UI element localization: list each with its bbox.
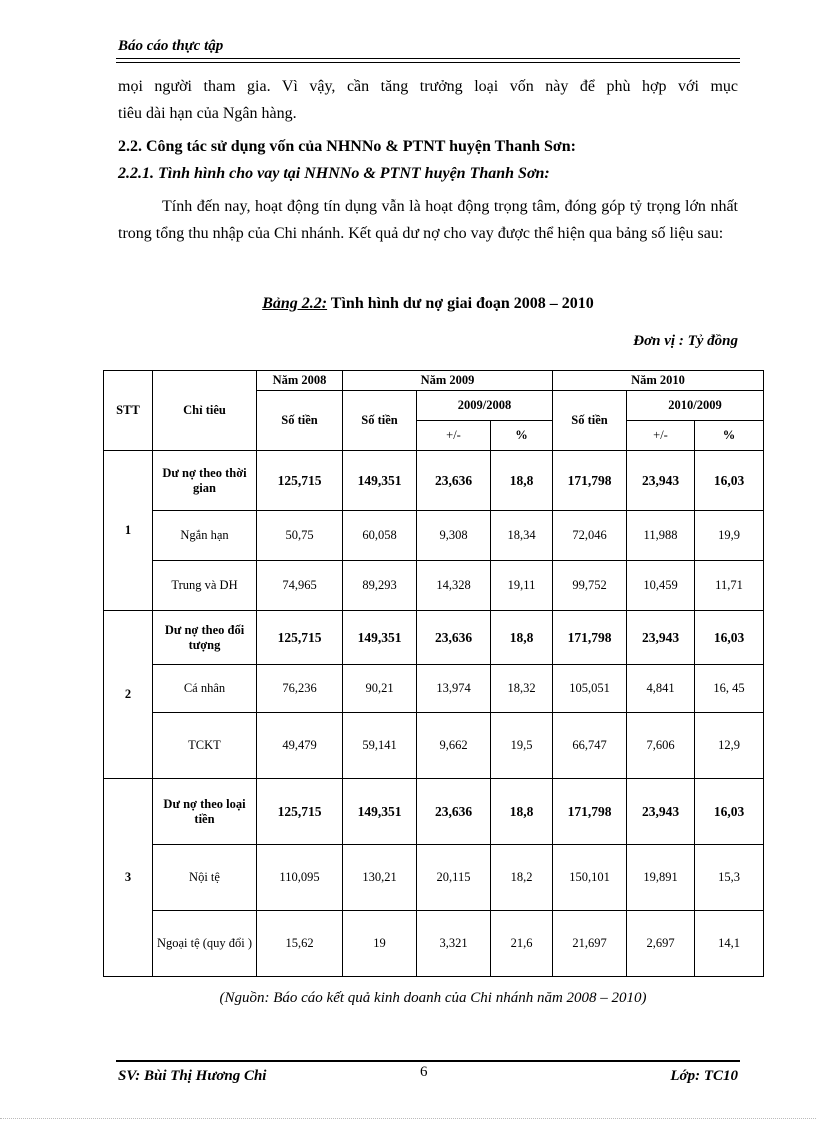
value-cell: 3,321	[417, 911, 491, 977]
value-cell: 4,841	[627, 665, 695, 713]
header-stt: STT	[104, 371, 153, 451]
value-cell: 50,75	[257, 511, 343, 561]
value-cell: 18,2	[491, 845, 553, 911]
value-cell: 99,752	[553, 561, 627, 611]
value-cell: 125,715	[257, 611, 343, 665]
value-cell: 2,697	[627, 911, 695, 977]
value-cell: 7,606	[627, 713, 695, 779]
value-cell: 21,6	[491, 911, 553, 977]
table-caption-text: Tình hình dư nợ giai đoạn 2008 – 2010	[327, 295, 594, 312]
value-cell: 19,11	[491, 561, 553, 611]
value-cell: 130,21	[343, 845, 417, 911]
value-cell: 110,095	[257, 845, 343, 911]
header-rule-bottom	[116, 62, 740, 63]
value-cell: 171,798	[553, 611, 627, 665]
loan-table-body	[104, 371, 764, 977]
value-cell: 19	[343, 911, 417, 977]
value-cell: 171,798	[553, 451, 627, 511]
header-plus-2009: +/-	[417, 421, 491, 451]
indicator-label: Ngoại tệ (quy đổi )	[153, 911, 257, 977]
header-year-2009: Năm 2009	[343, 371, 553, 391]
value-cell: 23,636	[417, 779, 491, 845]
indicator-label: Dư nợ theo đối tượng	[153, 611, 257, 665]
value-cell: 18,8	[491, 451, 553, 511]
value-cell: 149,351	[343, 611, 417, 665]
value-cell: 16,03	[695, 611, 764, 665]
indicator-label: Dư nợ theo thời gian	[153, 451, 257, 511]
table-row	[104, 611, 764, 665]
value-cell: 23,943	[627, 451, 695, 511]
footer-rule	[116, 1060, 740, 1062]
value-cell: 19,891	[627, 845, 695, 911]
indicator-label: Nội tệ	[153, 845, 257, 911]
value-cell: 66,747	[553, 713, 627, 779]
value-cell: 60,058	[343, 511, 417, 561]
value-cell: 74,965	[257, 561, 343, 611]
value-cell: 15,62	[257, 911, 343, 977]
value-cell: 18,32	[491, 665, 553, 713]
header-pct-2010: %	[695, 421, 764, 451]
header-chi-tieu: Chỉ tiêu	[153, 371, 257, 451]
subsection-heading: 2.2.1. Tình hình cho vay tại NHNNo & PTNT huyện Thanh Sơn:	[118, 165, 550, 182]
value-cell: 16,03	[695, 779, 764, 845]
indicator-label: Ngắn hạn	[153, 511, 257, 561]
loan-table	[103, 370, 764, 977]
indicator-label: Dư nợ theo loại tiền	[153, 779, 257, 845]
footer-student: SV: Bùi Thị Hương Chi	[118, 1068, 267, 1084]
value-cell: 105,051	[553, 665, 627, 713]
value-cell: 23,943	[627, 611, 695, 665]
table-row	[104, 779, 764, 845]
value-cell: 16,03	[695, 451, 764, 511]
value-cell: 23,636	[417, 611, 491, 665]
table-row	[104, 845, 764, 911]
intro-paragraph	[118, 73, 738, 127]
table-row	[104, 561, 764, 611]
intro-line-1: mọi người tham gia. Vì vậy, cần tăng trưởng loại vốn này để phù hợp với mục	[118, 78, 738, 95]
header-sotien-2008: Số tiền	[257, 391, 343, 451]
value-cell: 89,293	[343, 561, 417, 611]
unit-label: Đơn vị : Tỷ đồng	[633, 333, 738, 349]
header-sotien-2009: Số tiền	[343, 391, 417, 451]
header-year-2008: Năm 2008	[257, 371, 343, 391]
header-rule-top	[116, 58, 740, 59]
header-year-2010: Năm 2010	[553, 371, 764, 391]
table-row	[104, 911, 764, 977]
value-cell: 16, 45	[695, 665, 764, 713]
table-row	[104, 665, 764, 713]
value-cell: 49,479	[257, 713, 343, 779]
value-cell: 76,236	[257, 665, 343, 713]
value-cell: 23,636	[417, 451, 491, 511]
value-cell: 15,3	[695, 845, 764, 911]
indicator-label: Trung và DH	[153, 561, 257, 611]
source-note: (Nguồn: Báo cáo kết quả kinh doanh của Chi nhánh năm 2008 – 2010)	[219, 990, 647, 1006]
value-cell: 14,1	[695, 911, 764, 977]
table-row	[104, 451, 764, 511]
header-plus-2010: +/-	[627, 421, 695, 451]
value-cell: 10,459	[627, 561, 695, 611]
value-cell: 20,115	[417, 845, 491, 911]
header-sotien-2010: Số tiền	[553, 391, 627, 451]
footer-class: Lớp: TC10	[670, 1068, 738, 1084]
stt-cell: 1	[104, 451, 153, 611]
value-cell: 19,9	[695, 511, 764, 561]
value-cell: 18,8	[491, 779, 553, 845]
intro-line-2: tiêu dài hạn của Ngân hàng.	[118, 105, 297, 122]
value-cell: 19,5	[491, 713, 553, 779]
value-cell: 13,974	[417, 665, 491, 713]
table-caption	[118, 295, 738, 313]
value-cell: 150,101	[553, 845, 627, 911]
value-cell: 21,697	[553, 911, 627, 977]
value-cell: 18,34	[491, 511, 553, 561]
value-cell: 125,715	[257, 451, 343, 511]
indicator-label: Cá nhân	[153, 665, 257, 713]
value-cell: 9,662	[417, 713, 491, 779]
value-cell: 171,798	[553, 779, 627, 845]
header-pct-2009: %	[491, 421, 553, 451]
header-title: Báo cáo thực tập	[118, 38, 224, 54]
value-cell: 90,21	[343, 665, 417, 713]
value-cell: 125,715	[257, 779, 343, 845]
value-cell: 149,351	[343, 779, 417, 845]
section-heading: 2.2. Công tác sử dụng vốn của NHNNo & PTNT huyện Thanh Sơn:	[118, 138, 576, 155]
table-row	[104, 511, 764, 561]
value-cell: 9,308	[417, 511, 491, 561]
page-number: 6	[420, 1064, 428, 1080]
header-compare-2010: 2010/2009	[627, 391, 764, 421]
stt-cell: 3	[104, 779, 153, 977]
value-cell: 72,046	[553, 511, 627, 561]
body-paragraph: Tính đến nay, hoạt động tín dụng vẫn là hoạt động trọng tâm, đóng góp tỷ trọng lớn nhất trong tổng thu nhập của Chi nhánh. Kết quả dư nợ cho vay được thể hiện qua bảng số liệu sau:	[118, 198, 738, 242]
value-cell: 12,9	[695, 713, 764, 779]
indicator-label: TCKT	[153, 713, 257, 779]
value-cell: 149,351	[343, 451, 417, 511]
value-cell: 23,943	[627, 779, 695, 845]
header-compare-2009: 2009/2008	[417, 391, 553, 421]
value-cell: 11,988	[627, 511, 695, 561]
table-caption-label: Bảng 2.2:	[262, 295, 328, 312]
value-cell: 18,8	[491, 611, 553, 665]
stt-cell: 2	[104, 611, 153, 779]
value-cell: 59,141	[343, 713, 417, 779]
table-row	[104, 713, 764, 779]
value-cell: 11,71	[695, 561, 764, 611]
value-cell: 14,328	[417, 561, 491, 611]
page-bottom-dotted-line	[0, 1118, 816, 1119]
